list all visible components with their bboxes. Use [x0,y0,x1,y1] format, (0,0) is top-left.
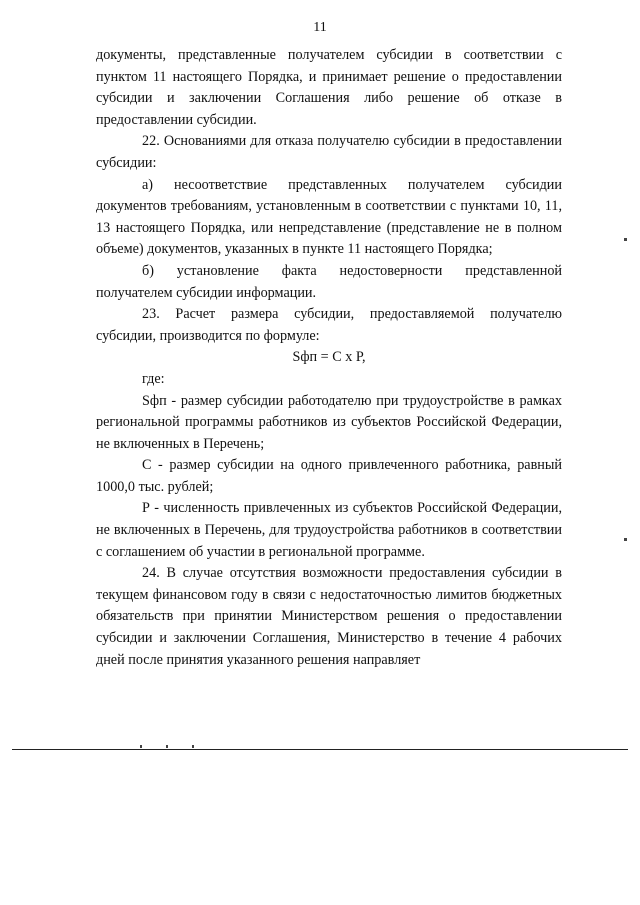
formula: Sфп = С x Р, [292,349,366,366]
paragraph-23: 23. Расчет размера субсидии, предоставляемой получателю субсидии, производится по формуле: [96,306,562,344]
definition-sfp: Sфп - размер субсидии работодателю при трудоустройстве в рамках региональной программы работников из субъектов Российской Федерации, не включенных в Перечень; [96,392,562,452]
paragraph-22-a: а) несоответствие представленных получателем субсидии документов требованиям, установленным в соответствии с пунктами 10, 11, 13 настоящего Порядка, или непредставление (представление не в полном объеме) документов, указанных в пункте 11 настоящего Порядка; [96,176,562,258]
scan-mark [624,538,627,541]
definition-p: Р - численность привлеченных из субъектов Российской Федерации, не включенных в Перечень, для трудоустройства работников в соответствии с соглашением об участии в региональной программе. [96,500,562,560]
definition-c: С - размер субсидии на одного привлеченного работника, равный 1000,0 тыс. рублей; [96,457,562,495]
paragraph-22: 22. Основаниями для отказа получателю субсидии в предоставлении субсидии: [96,133,562,171]
formula-where: где: [142,370,165,387]
scan-mark [624,238,627,241]
document-body [96,45,562,671]
paragraph-24: 24. В случае отсутствия возможности предоставления субсидии в текущем финансовом году в связи с недостаточностью лимитов бюджетных обязательств при принятии Министерством решения о предоставлении субсидии и заключении Соглашения, Министерство в течение 4 рабочих дней после принятия указанного решения направляет [96,565,562,668]
scan-specks [140,745,200,748]
paragraph-22-b: б) установление факта недостоверности представленной получателем субсидии информации. [96,262,562,301]
paragraph-continuation: документы, представленные получателем субсидии в соответствии с пунктом 11 настоящего Порядка, и принимает решение о предоставлении субсидии и заключении Соглашения либо решение об отказе в предоставлении субсидии. [96,47,562,128]
page-number: 11 [313,20,327,35]
footer-divider [12,749,628,750]
